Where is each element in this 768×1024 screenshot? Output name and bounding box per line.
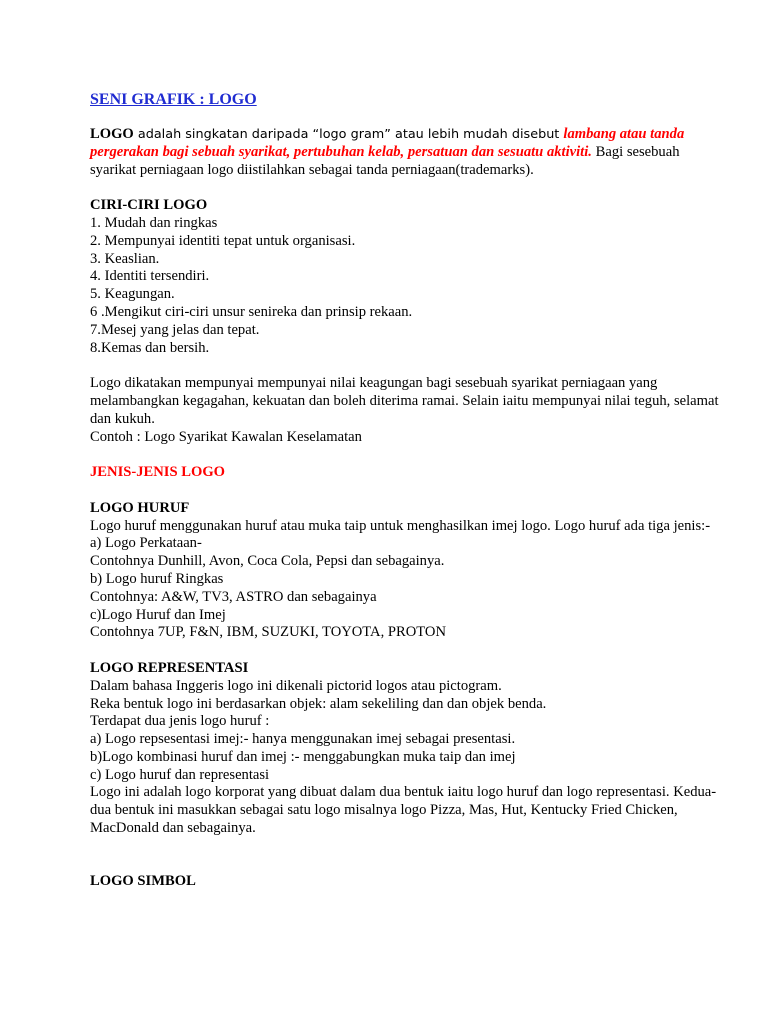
ciri-list (90, 215, 720, 357)
document-page (90, 90, 720, 891)
huruf-line: Contohnya: A&W, TV3, ASTRO dan sebagainya (90, 588, 377, 605)
list-item: 3. Keaslian. (90, 250, 160, 267)
huruf-line: b) Logo huruf Ringkas (90, 570, 224, 587)
contoh-line: Contoh : Logo Syarikat Kawalan Keselamatan (90, 428, 362, 445)
simbol-heading: LOGO SIMBOL (90, 872, 196, 889)
huruf-line: c)Logo Huruf dan Imej (90, 606, 226, 623)
intro-highlight: lambang atau tanda pergerakan bagi sebuah syarikat, pertubuhan kelab, persatuan dan sesuatu aktiviti. (90, 126, 685, 160)
intro-text-part2: Bagi sesebuah syarikat perniagaan logo diistilahkan sebagai tanda perniagaan(trademarks). (90, 143, 680, 178)
intro-text-part1: adalah singkatan daripada “logo gram” atau lebih mudah disebut (133, 127, 564, 142)
intro-term: LOGO (90, 126, 134, 142)
huruf-heading: LOGO HURUF (90, 499, 190, 516)
intro-paragraph (90, 126, 720, 179)
list-item: 1. Mudah dan ringkas (90, 214, 218, 231)
list-item: 2. Mempunyai identiti tepat untuk organisasi. (90, 232, 356, 249)
representasi-line: Dalam bahasa Inggeris logo ini dikenali pictorid logos atau pictogram. (90, 677, 502, 694)
list-item: 4. Identiti tersendiri. (90, 268, 210, 285)
representasi-line: b)Logo kombinasi huruf dan imej :- menggabungkan muka taip dan imej (90, 748, 516, 765)
huruf-line: Contohnya Dunhill, Avon, Coca Cola, Pepsi dan sebagainya. (90, 553, 445, 570)
list-item: 6 .Mengikut ciri-ciri unsur senireka dan prinsip rekaan. (90, 303, 413, 320)
representasi-line: a) Logo repsesentasi imej:- hanya menggunakan imej sebagai presentasi. (90, 731, 516, 748)
representasi-line: Reka bentuk logo ini berdasarkan objek: alam sekeliling dan dan objek benda. (90, 695, 547, 712)
list-item: 8.Kemas dan bersih. (90, 339, 210, 356)
huruf-line: a) Logo Perkataan- (90, 535, 202, 552)
document-title: SENI GRAFIK : LOGO (90, 91, 257, 108)
jenis-heading: JENIS-JENIS LOGO (90, 464, 226, 481)
representasi-line: Terdapat dua jenis logo huruf : (90, 713, 270, 730)
ciri-heading: CIRI-CIRI LOGO (90, 197, 208, 214)
representasi-paragraph: Logo ini adalah logo korporat yang dibuat dalam dua bentuk iaitu logo huruf dan logo representasi. Kedua-dua bentuk ini masukkan sebagai satu logo misalnya logo Pizza, Mas, Hut, Kentucky Fried Chicken, MacDonald dan sebagainya. (90, 784, 717, 837)
list-item: 5. Keagungan. (90, 286, 175, 303)
list-item: 7.Mesej yang jelas dan tepat. (90, 321, 260, 338)
representasi-line: c) Logo huruf dan representasi (90, 766, 270, 783)
representasi-heading: LOGO REPRESENTASI (90, 659, 249, 676)
keagungan-paragraph: Logo dikatakan mempunyai mempunyai nilai keagungan bagi sesebuah syarikat perniagaan yang melambangkan kegagahan, kekuatan dan boleh diterima ramai. Selain iaitu mempunyai nilai teguh, selamat dan kukuh. (90, 375, 719, 427)
huruf-line: Contohnya 7UP, F&N, IBM, SUZUKI, TOYOTA, PROTON (90, 624, 447, 641)
huruf-intro: Logo huruf menggunakan huruf atau muka taip untuk menghasilkan imej logo. Logo huruf ada tiga jenis:- (90, 517, 711, 534)
